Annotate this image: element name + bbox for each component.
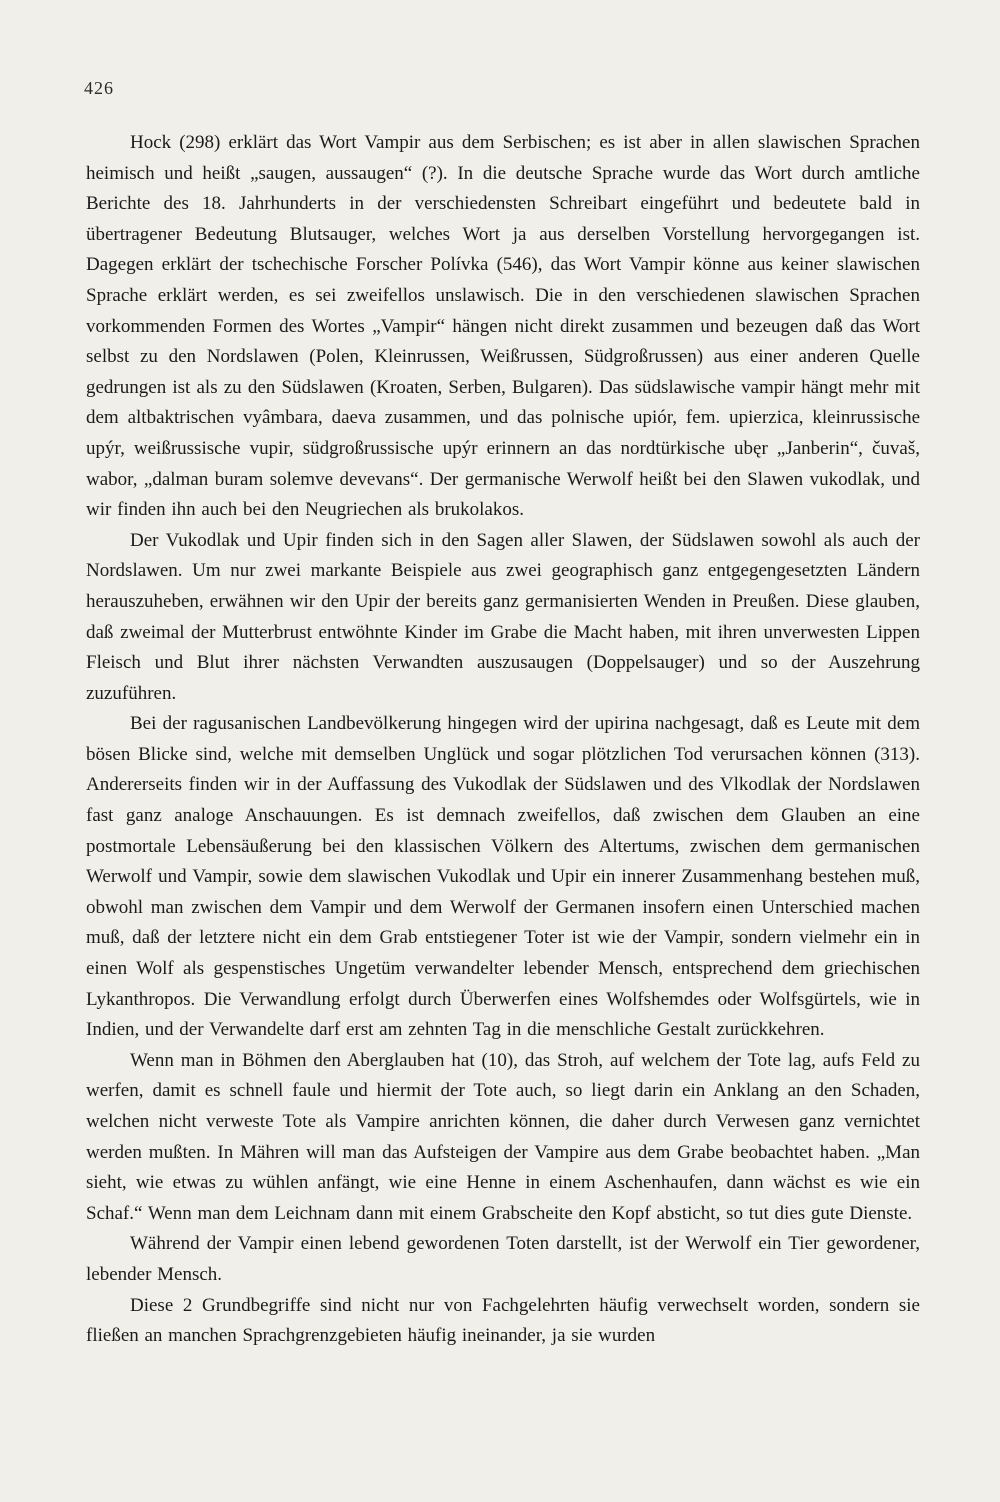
page-number: 426 <box>84 78 114 98</box>
paragraph-vampir-etymology: Hock (298) erklärt das Wort Vampir aus dem Serbischen; es ist aber in allen slawischen Sprachen heimisch und heißt „saugen, aussaugen“ (?). In die deutsche Sprache wurde das Wort durch amtliche Berichte des 18. Jahrhunderts in der verschiedensten Schreibart eingeführt und bedeutete bald in übertragener Bedeutung Blutsauger, welches Wort ja aus derselben Vorstellung hervorgegangen ist. Dagegen erklärt der tschechische Forscher Polívka (546), das Wort Vampir könne aus keiner slawischen Sprache erklärt werden, es sei zweifellos unslawisch. Die in den verschiedenen slawischen Sprachen vorkommenden Formen des Wortes „Vampir“ hängen nicht direkt zusammen und bezeugen daß das Wort selbst zu den Nordslawen (Polen, Kleinrussen, Weißrussen, Südgroßrussen) aus einer anderen Quelle gedrungen ist als zu den Südslawen (Kroaten, Serben, Bulgaren). Das südslawische vampir hängt mehr mit dem altbaktrischen vyâmbara, daeva zusammen, und das polnische upiór, fem. upierzica, kleinrussische upýr, weißrussische vupir, südgroßrussische upýr erinnern an das nordtürkische ubęr „Janberin“, čuvaš, wabor, „dalman buram solemve devevans“. Der germanische Werwolf heißt bei den Slawen vukodlak, und wir finden ihn auch bei den Neugriechen als brukolakos. <box>86 132 920 521</box>
paragraph-vampir-vs-werwolf: Während der Vampir einen lebend gewordenen Toten darstellt, ist der Werwolf ein Tier gewordener, lebender Mensch. <box>86 1233 920 1285</box>
body-text <box>86 128 920 1352</box>
paragraph-grundbegriffe: Diese 2 Grundbegriffe sind nicht nur von Fachgelehrten häufig verwechselt worden, sondern sie fließen an manchen Sprachgrenzgebieten häufig ineinander, ja sie wurden <box>86 1294 920 1347</box>
paragraph-bohemia-moravia: Wenn man in Böhmen den Aberglauben hat (10), das Stroh, auf welchem der Tote lag, aufs Feld zu werfen, damit es schnell faule und hiermit der Tote auch, so liegt darin ein Anklang an den Schaden, welchen nicht verweste Tote als Vampire anrichten können, die daher durch Verwesen ganz vernichtet werden mußten. In Mähren will man das Aufsteigen der Vampire aus dem Grabe beobachtet haben. „Man sieht, wie etwas zu wühlen anfängt, wie eine Henne in einem Aschenhaufen, dann wächst es wie ein Schaf.“ Wenn man dem Leichnam dann mit einem Grabscheite den Kopf absticht, so tut dies gute Dienste. <box>86 1049 920 1224</box>
paragraph-vukodlak-upir: Der Vukodlak und Upir finden sich in den Sagen aller Slawen, der Südslawen sowohl als auch der Nordslawen. Um nur zwei markante Beispiele aus zwei geographisch ganz entgegengesetzten Ländern herauszuheben, erwähnen wir den Upir der bereits ganz germanisierten Wenden in Preußen. Diese glauben, daß zweimal der Mutterbrust entwöhnte Kinder im Grabe die Macht haben, mit ihren unverwesten Lippen Fleisch und Blut ihrer nächsten Verwandten auszusaugen (Doppelsauger) und so der Auszehrung zuzuführen. <box>86 529 920 704</box>
paragraph-ragusan-beliefs: Bei der ragusanischen Landbevölkerung hingegen wird der upirina nachgesagt, daß es Leute mit dem bösen Blicke sind, welche mit demselben Unglück und sogar plötzlichen Tod verursachen können (313). Andererseits finden wir in der Auffassung des Vukodlak der Südslawen und des Vlkodlak der Nordslawen fast ganz analoge Anschauungen. Es ist demnach zweifellos, daß zwischen dem Glauben an eine postmortale Lebensäußerung bei den klassischen Völkern des Altertums, zwischen dem germanischen Werwolf und Vampir, sowie dem slawischen Vukodlak und Upir ein innerer Zusammenhang bestehen muß, obwohl man zwischen dem Vampir und dem Werwolf der Germanen insofern einen Unterschied machen muß, daß der letztere nicht ein dem Grab entstiegener Toter ist wie der Vampir, sondern vielmehr ein in einen Wolf als gespenstisches Ungetüm verwandelter lebender Mensch, entsprechend dem griechischen Lykanthropos. Die Verwandlung erfolgt durch Überwerfen eines Wolfshemdes oder Wolfsgürtels, wie in Indien, und der Verwandelte darf erst am zehnten Tag in die menschliche Gestalt zurückkehren. <box>86 713 920 1041</box>
